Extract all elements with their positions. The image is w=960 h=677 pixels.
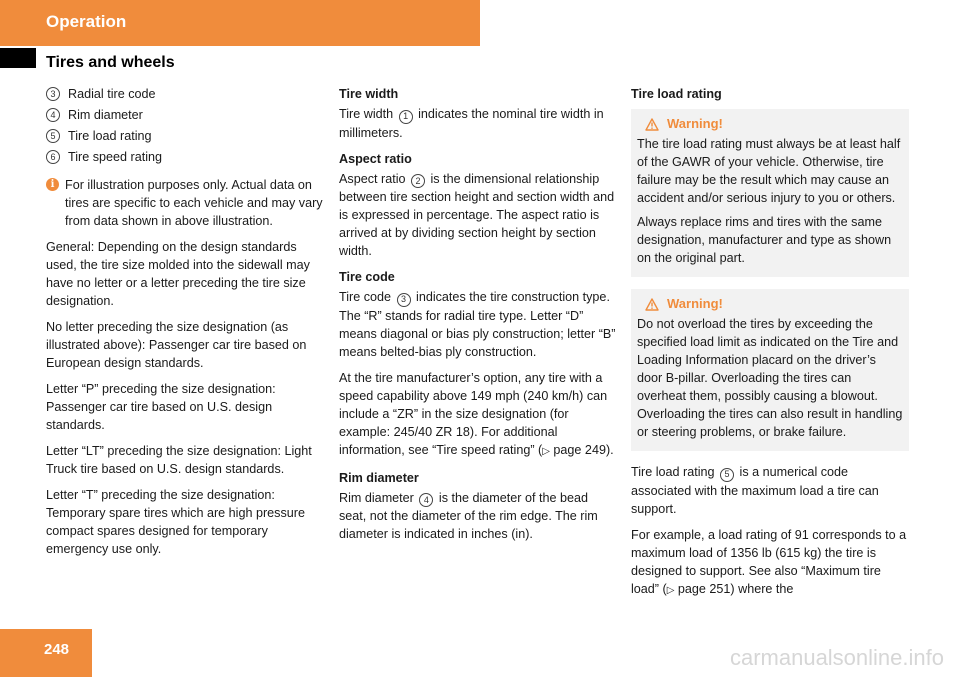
- warning-text: Always replace rims and tires with the same designation, manufacturer and type as shown on the original part.: [637, 215, 892, 265]
- heading-tire-code: Tire code: [339, 270, 395, 284]
- warning-title: [645, 295, 903, 313]
- watermark: carmanualsonline.info: [729, 645, 944, 670]
- header-band: [0, 0, 480, 46]
- warning-title-text: Warning!: [667, 116, 723, 131]
- paragraph-load-example: [631, 526, 909, 600]
- warning-text: Do not overload the tires by exceeding the specified load limit as indicated on the Tire and Loading Information placard on the driver’s door B-pillar. Overloading the tires can overheat them, possibly causing a blowout. Overloading the tires can also result in handling or steering problems, or brake failure.: [637, 317, 903, 439]
- legend-label: Rim diameter: [68, 108, 143, 122]
- section-tab-marker: [0, 48, 36, 68]
- text: is the dimensional relationship between tire section height and section width and is expressed in percentage. The aspect ratio is arrived at by dividing section height by section width.: [339, 171, 615, 258]
- paragraph-tire-code: [339, 288, 617, 361]
- info-note: [46, 176, 324, 230]
- page-title: Tires and wheels: [46, 54, 175, 71]
- callout-number: 3: [397, 293, 411, 307]
- paragraph-aspect-ratio: [339, 170, 617, 261]
- callout-number: 2: [411, 174, 425, 188]
- text: is a numerical code associated with the maximum load a tire can support.: [631, 465, 879, 516]
- paragraph: Letter “P” preceding the size designation: Passenger car tire based on U.S. design standards.: [46, 382, 276, 432]
- legend-item: [46, 106, 324, 124]
- warning-box: [631, 289, 909, 451]
- paragraph-tire-width: [339, 105, 617, 142]
- text: Tire load rating: [631, 465, 715, 479]
- warning-text: The tire load rating must always be at least half of the GAWR of your vehicle. Otherwise, tire failure may be the result which may cause an accident and/or serious injury to you or others.: [637, 137, 901, 205]
- text: indicates the nominal tire width in millimeters.: [339, 107, 604, 140]
- heading-aspect-ratio: Aspect ratio: [339, 151, 412, 166]
- text: At the tire manufacturer’s option, any tire with a speed capability above 149 mph (240 km/h) can include a “ZR” in the size designation (for example: 245/40 ZR 18). For additional information, see “Tire speed rating” (: [339, 370, 608, 457]
- paragraph-zr-rating: [339, 369, 617, 461]
- warning-title: [645, 115, 903, 133]
- callout-number: 3: [46, 87, 60, 101]
- page-ref-arrow-icon: ▷: [542, 445, 550, 457]
- callout-number: 4: [46, 108, 60, 122]
- text: Tire code: [339, 290, 392, 304]
- legend-item: [46, 148, 324, 166]
- page-number: 248: [44, 641, 70, 658]
- paragraph: Letter “LT” preceding the size designation: Light Truck tire based on U.S. design standards.: [46, 444, 312, 476]
- legend-item: [46, 85, 324, 103]
- callout-number: 1: [399, 110, 413, 124]
- paragraph-rim-diameter: [339, 489, 617, 544]
- legend-item: [46, 127, 324, 145]
- legend-label: Tire speed rating: [68, 150, 163, 164]
- callout-number: 5: [720, 468, 734, 482]
- info-note-text: For illustration purposes only. Actual data on tires are specific to each vehicle and may vary from data shown in above illustration.: [65, 178, 323, 228]
- callout-number: 6: [46, 150, 60, 164]
- legend-label: Tire load rating: [68, 129, 152, 143]
- column-1: [46, 85, 324, 566]
- callout-number: 4: [419, 493, 433, 507]
- footer-band: [0, 629, 92, 677]
- section-title: Operation: [46, 12, 127, 31]
- column-2: [339, 85, 617, 551]
- column-3: [631, 85, 909, 608]
- warning-title-text: Warning!: [667, 296, 723, 311]
- text: Aspect ratio: [339, 171, 406, 186]
- legend-label: Radial tire code: [68, 87, 156, 101]
- paragraph: Letter “T” preceding the size designation: Temporary spare tires which are high pressure compact spares designed for temporary emergency use only.: [46, 488, 305, 556]
- heading-rim-diameter: Rim diameter: [339, 470, 419, 485]
- paragraph-load-rating: [631, 463, 909, 518]
- page-ref-link[interactable]: page 249).: [549, 442, 614, 457]
- page-ref-link[interactable]: page 251) where the: [674, 581, 794, 596]
- paragraph: General: Depending on the design standards used, the tire size molded into the sidewall may have no letter or a letter preceding the tire size designation.: [46, 240, 310, 308]
- info-icon: i: [46, 178, 59, 191]
- heading-tire-width: Tire width: [339, 87, 399, 101]
- text: Rim diameter: [339, 490, 414, 505]
- text: For example, a load rating of 91 corresponds to a maximum load of 1356 lb (615 kg) the tire is designed to support. See also “Maximum tire load” (: [631, 527, 907, 596]
- warning-triangle-icon: [645, 118, 659, 131]
- callout-number: 5: [46, 129, 60, 143]
- heading-tire-load-rating: Tire load rating: [631, 87, 722, 101]
- text: indicates the tire construction type. The “R” stands for radial tire type. Letter “D” means diagonal or bias ply construction; letter “B” means belted-bias ply construction.: [339, 290, 616, 359]
- warning-box: [631, 109, 909, 277]
- paragraph: No letter preceding the size designation (as illustrated above): Passenger car tire based on European design standards.: [46, 320, 307, 370]
- page-ref-arrow-icon: ▷: [666, 584, 675, 596]
- text: Tire width: [339, 107, 394, 121]
- text: is the diameter of the bead seat, not the diameter of the rim edge. The rim diameter is indicated in inches (in).: [339, 490, 598, 541]
- warning-triangle-icon: [645, 298, 659, 311]
